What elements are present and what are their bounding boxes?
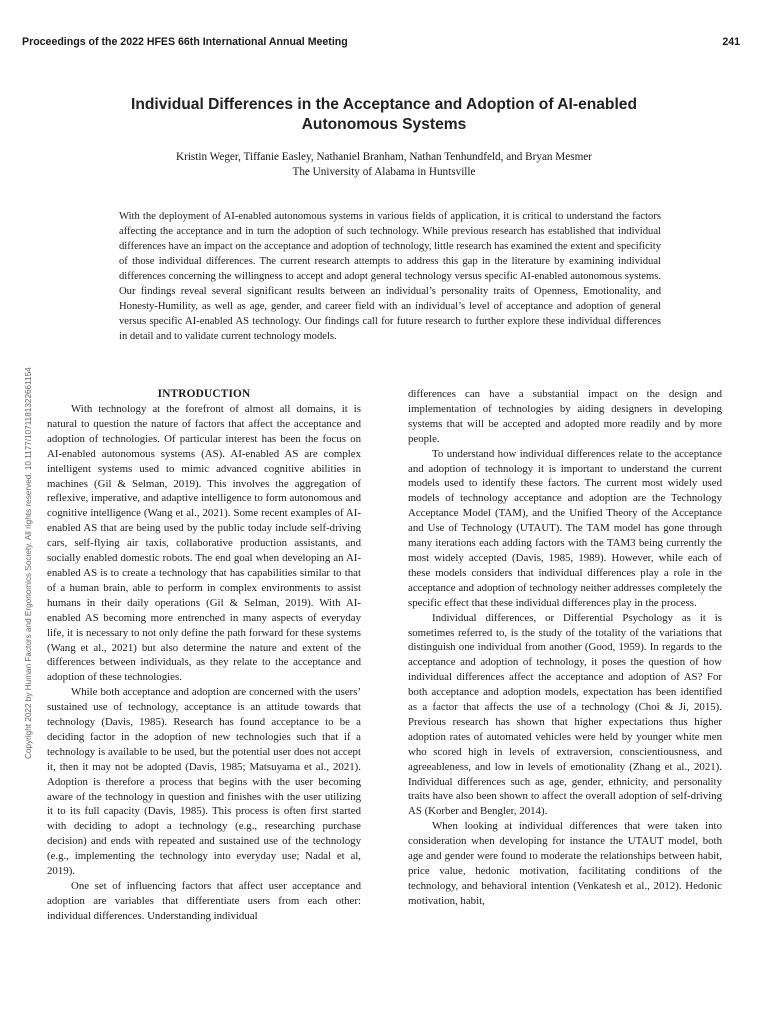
copyright-text: Copyright 2022 by Human Factors and Ergonomics Society. All rights reserved. 10.1177/1071181322661154	[24, 367, 33, 759]
title-line-2: Autonomous Systems	[301, 116, 467, 133]
paragraph: With technology at the forefront of almost all domains, it is natural to question the nature of factors that affect the acceptance and adoption of technologies. Of particular interest has been the focus on AI-enabled autonomous systems (AS). AI-enabled AS are complex intelligent systems used to mimic advanced cognitive abilities in machines (Gil & Selman, 2019). This involves the aggregation of reflexive, imperative, and adaptive intelligence to form autonomous and cognitive intelligence (Wang et al., 2021). Some recent examples of AI-enabled AS that are being used by the public today include self-driving cars, self-flying air taxis, collaborative production assistants, and socially enabled domestic robots. The end goal when developing an AI-enabled AS is to create a technology that has capabilities similar to that of a human brain, able to perform in complex environments to assist humans in their daily operations (Gil & Selman, 2019). With AI-enabled AS becoming more entrenched in many aspects of everyday life, it is necessary to not only define the path forward for these systems (Wang et al., 2021) but also determine the nature and extent of the differences between individuals, as they relate to the acceptance and adoption of these technologies.	[47, 403, 361, 684]
paragraph: One set of influencing factors that affect user acceptance and adoption are variables that differentiate users from each other: individual differences. Understanding individual	[47, 880, 361, 922]
right-column	[408, 387, 722, 909]
author-affiliation: The University of Alabama in Huntsville	[292, 166, 476, 178]
section-heading-introduction: INTRODUCTION	[157, 388, 251, 400]
paragraph: To understand how individual differences relate to the acceptance and adoption of technology it is important to understand the current models used to identify these factors. The current most widely used models of technology acceptance and adoption are the Technology Acceptance Model (TAM), and the Unified Theory of the Acceptance and Use of Technology (UTAUT). The TAM model has gone through many iterations each adding factors with the TAM3 being currently the most widely accepted (Davis, 1985, 1989). However, while each of these models considers that individual differences play a role in the acceptance and adoption of technology neither addresses completely the specific effect that these individual differences play in the process.	[408, 447, 722, 609]
page-number: 241	[722, 36, 740, 48]
author-block	[60, 150, 708, 180]
running-header	[22, 36, 740, 50]
paper-title	[70, 95, 698, 135]
journal-name: Proceedings of the 2022 HFES 66th International Annual Meeting	[22, 36, 348, 48]
paragraph: When looking at individual differences that were taken into consideration when developing for instance the UTAUT model, both age and gender were found to moderate the relationships between habit, price value, hedonic motivation, facilitating conditions of the technology, and behavioral intention (Venkatesh et al., 2012). Hedonic motivation, habit,	[408, 820, 722, 907]
copyright-notice	[24, 275, 36, 759]
abstract: With the deployment of AI-enabled autonomous systems in various fields of application, it is critical to understand the factors affecting the acceptance and in turn the adoption of such technology. While previous research has established that individual differences have an impact on the acceptance and adoption of technology, little research has examined the extent and specificity of those individual differences. The current research attempts to address this gap in the literature by examining individual differences concerning the willingness to accept and adopt general technology versus specific AI-enabled autonomous systems. Our findings reveal several significant results between an individual’s personality traits of Openness, Emotionality, and Honesty-Humility, as well as age, gender, and career field with an individual’s level of acceptance and adoption of general versus specific AI-enabled AS technology. Our findings call for future research to further explore these individual differences in detail and to validate current technology models.	[119, 211, 661, 342]
paragraph: While both acceptance and adoption are concerned with the users’ sustained use of technology, acceptance is an attitude towards that technology (Davis, 1985). Research has found acceptance to be a deciding factor in the adoption of new technologies such that if a technology is available to be used, but the potential user does not accept it, then it may not be adopted (Davis, 1985; Matsuyama et al., 2021). Adoption is therefore a process that begins with the user becoming aware of the technology in question and finishes with the user utilizing it to its full capacity (Davis, 1985). This process is often first started with deciding to adopt a technology (e.g., researching purchase decision) and ends with repeated and sustained use of the technology (e.g., implementing the technology into everyday use; Nadal et al, 2019).	[47, 686, 361, 878]
title-line-1: Individual Differences in the Acceptance and Adoption of AI-enabled	[131, 96, 637, 113]
author-names: Kristin Weger, Tiffanie Easley, Nathaniel Branham, Nathan Tenhundfeld, and Bryan Mesmer	[176, 151, 592, 163]
paragraph-continuation: differences can have a substantial impact on the design and implementation of technologies by aiding designers in developing systems that will be accepted and adopted more readily and by more people.	[408, 388, 722, 445]
paragraph: Individual differences, or Differential Psychology as it is sometimes referred to, is the study of the totality of the variations that distinguish one individual from another (Good, 1959). In regards to the acceptance and adoption of technology, it poses the question of how individual differences affect the acceptance and adoption of AS? For both acceptance and adoption models, expectation has been identified as a factor that affects the use of a technology (Choi & Ji, 2015). Previous research has shown that higher expectations thus higher adoption rates of automated vehicles were held by younger white men who scored high in levels of extraversion, conscientiousness, and agreeableness, and low in levels of emotionality (Zhang et al., 2021). Individual differences such as age, gender, ethnicity, and personality traits have also been shown to affect the overall adoption of self-driving AS (Korber and Bengler, 2014).	[408, 611, 722, 818]
left-column	[47, 387, 361, 924]
